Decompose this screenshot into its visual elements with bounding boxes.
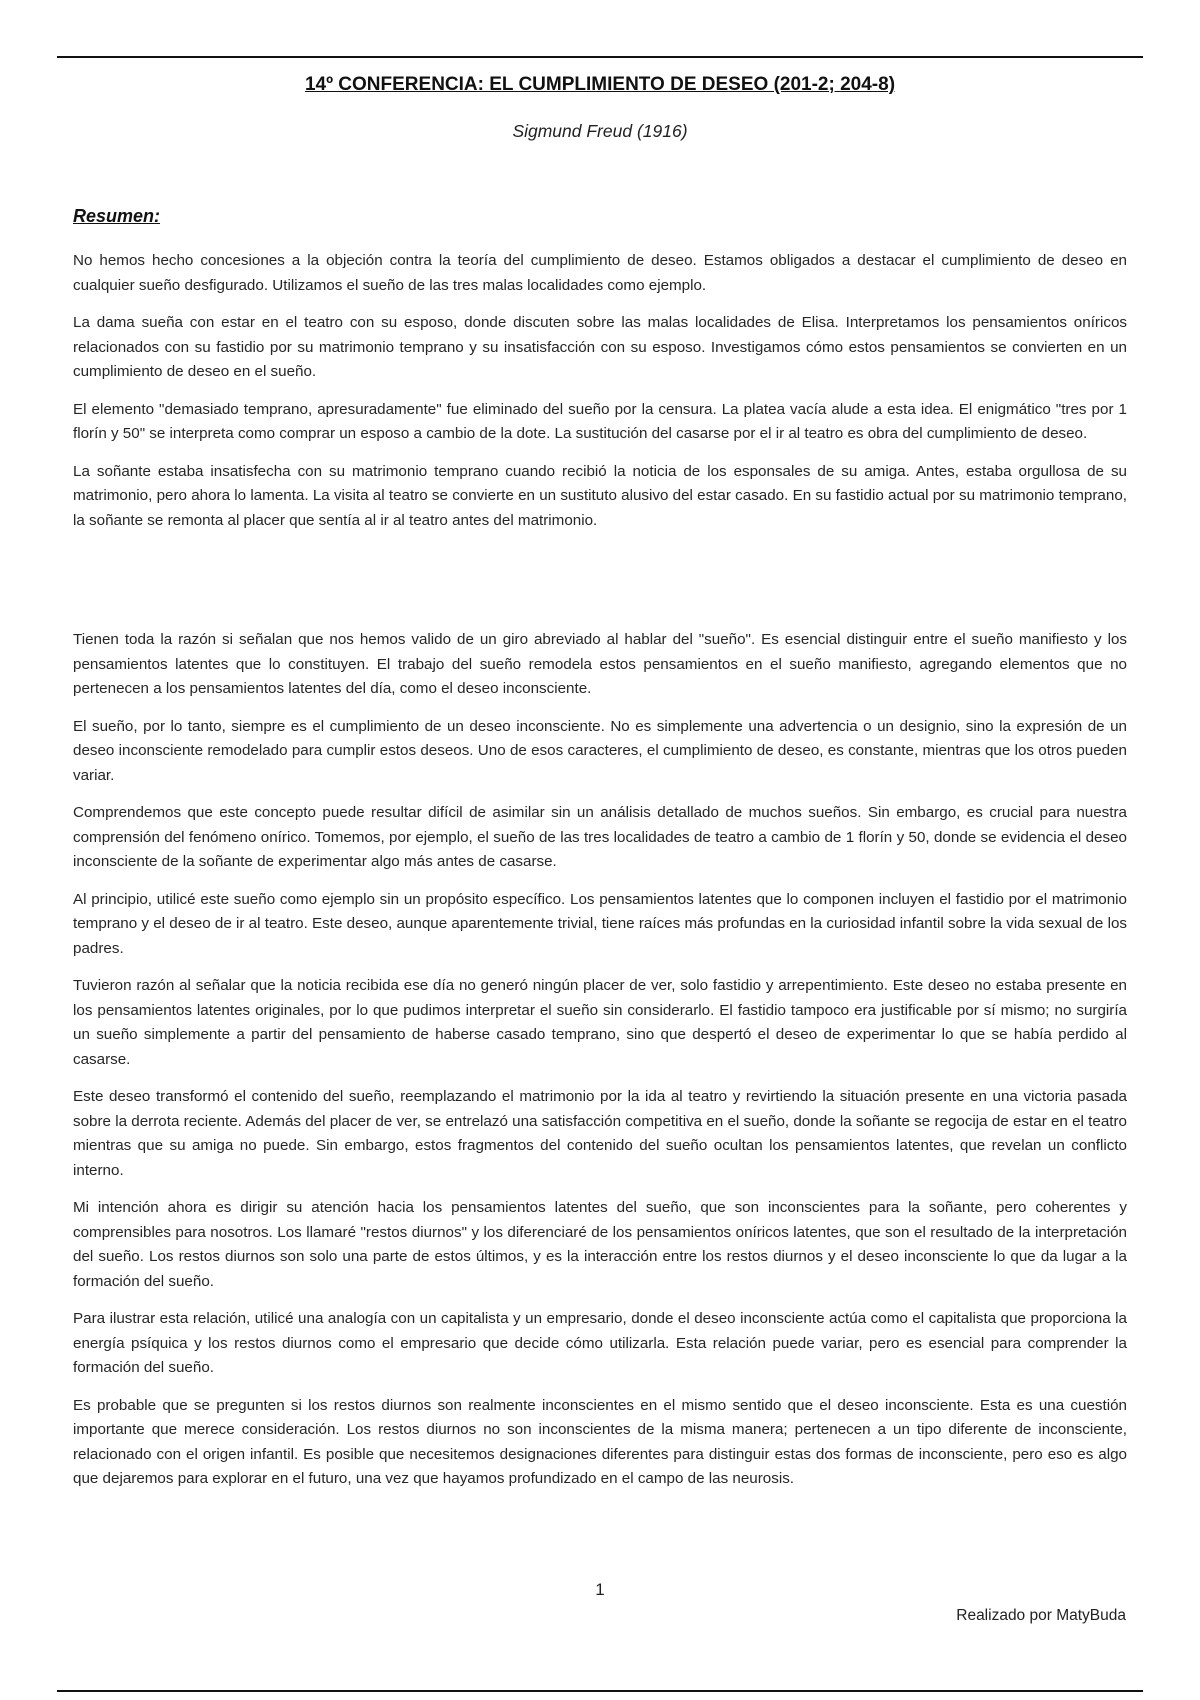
document-title: 14º CONFERENCIA: EL CUMPLIMIENTO DE DESEO (201-2; 204-8) [304, 74, 896, 95]
paragraph: No hemos hecho concesiones a la objeción contra la teoría del cumplimiento de deseo. Estamos obligados a destacar el cumplimiento de deseo en cualquier sueño desfigurado. Utilizamos el sueño de las tres malas localidades como ejemplo. [73, 252, 1127, 294]
bottom-rule [57, 1690, 1143, 1692]
paragraph: La soñante estaba insatisfecha con su matrimonio temprano cuando recibió la noticia de los esponsales de su amiga. Antes, estaba orgullosa de su matrimonio, pero ahora lo lamenta. La visita al teatro se convierte en un sustituto alusivo del estar casado. En su fastidio actual por su matrimonio temprano, la soñante se remonta al placer que sentía al ir al teatro antes del matrimonio. [73, 462, 1127, 529]
paragraph: Mi intención ahora es dirigir su atención hacia los pensamientos latentes del sueño, que son inconscientes para la soñante, pero coherentes y comprensibles para nosotros. Los llamaré "restos diurnos" y los diferenciaré de los pensamientos oníricos latentes, que son el resultado de la interpretación del sueño. Los restos diurnos son solo una parte de estos últimos, y es la interacción entre los restos diurnos y el deseo inconsciente lo que da lugar a la formación del sueño. [73, 1199, 1127, 1290]
top-rule [57, 56, 1143, 58]
paragraph: Tienen toda la razón si señalan que nos hemos valido de un giro abreviado al hablar del "sueño". Es esencial distinguir entre el sueño manifiesto y los pensamientos latentes que lo constituyen. El trabajo del sueño remodela estos pensamientos en el sueño manifiesto, agregando elementos que no pertenecen a los pensamientos latentes del día, como el deseo inconsciente. [73, 631, 1127, 697]
paragraph: Es probable que se pregunten si los restos diurnos son realmente inconscientes en el mismo sentido que el deseo inconsciente. Esta es una cuestión importante que merece consideración. Los restos diurnos no son inconscientes de la misma manera; pertenecen a un tipo diferente de inconsciente, relacionado con el origen infantil. Es posible que necesitemos designaciones diferentes para distinguir estas dos formas de inconsciente, pero eso es algo que dejaremos para explorar en el futuro, una vez que hayamos profundizado en el campo de las neurosis. [73, 1396, 1127, 1487]
paragraph: Para ilustrar esta relación, utilicé una analogía con un capitalista y un empresario, donde el deseo inconsciente actúa como el capitalista que proporciona la energía psíquica y los restos diurnos como el empresario que decide cómo utilizarla. Esta relación puede variar, pero es esencial para comprender la formación del sueño. [73, 1310, 1127, 1376]
page-number: 1 [595, 1580, 605, 1599]
paragraph: Comprendemos que este concepto puede resultar difícil de asimilar sin un análisis detallado de muchos sueños. Sin embargo, es crucial para nuestra comprensión del fenómeno onírico. Tomemos, por ejemplo, el sueño de las tres localidades de teatro a cambio de 1 florín y 50, donde se evidencia el deseo inconsciente de la soñante de experimentar algo más antes de casarse. [73, 804, 1127, 870]
paragraph: Al principio, utilicé este sueño como ejemplo sin un propósito específico. Los pensamientos latentes que lo componen incluyen el fastidio por el matrimonio temprano y el deseo de ir al teatro. Este deseo, aunque aparentemente trivial, tiene raíces más profundas en la curiosidad infantil sobre la vida sexual de los padres. [73, 890, 1127, 957]
paragraph: El sueño, por lo tanto, siempre es el cumplimiento de un deseo inconsciente. No es simplemente una advertencia o un designio, sino la expresión de un deseo inconsciente remodelado para cumplir estos deseos. Uno de esos caracteres, el cumplimiento de deseo, es constante, mientras que los otros pueden variar. [73, 717, 1127, 784]
paragraph: Este deseo transformó el contenido del sueño, reemplazando el matrimonio por la ida al teatro y revirtiendo la situación presente en una victoria pasada sobre la derrota reciente. Además del placer de ver, se entrelazó una satisfacción competitiva en el sueño, donde la soñante se regocija de estar en el teatro mientras que su amiga no puede. Sin embargo, estos fragmentos del contenido del sueño ocultan los pensamientos latentes, que revelan un conflicto interno. [73, 1088, 1127, 1179]
paragraph: Tuvieron razón al señalar que la noticia recibida ese día no generó ningún placer de ver, solo fastidio y arrepentimiento. Este deseo no estaba presente en los pensamientos latentes originales, por lo que pudimos interpretar el sueño sin considerarlo. El fastidio tampoco era justificable por sí mismo; no surgiría un sueño simplemente a partir del pensamiento de haberse casado temprano, sino que despertó el deseo de experimentar lo que se había perdido al casarse. [73, 977, 1127, 1068]
summary-block [73, 249, 1127, 546]
paragraph: La dama sueña con estar en el teatro con su esposo, donde discuten sobre las malas localidades de Elisa. Interpretamos los pensamientos oníricos relacionados con su fastidio por su matrimonio temprano y su insatisfacción con su esposo. Investigamos cómo estos pensamientos se convierten en un cumplimiento de deseo en el sueño. [73, 314, 1127, 380]
body-block [73, 628, 1127, 1505]
summary-heading: Resumen: [73, 206, 161, 226]
author-credit: Realizado por MatyBuda [956, 1607, 1126, 1624]
paragraph: El elemento "demasiado temprano, apresuradamente" fue eliminado del sueño por la censura. La platea vacía alude a esta idea. El enigmático "tres por 1 florín y 50" se interpreta como comprar un esposo a cambio de la dote. La sustitución del casarse por el ir al teatro es obra del cumplimiento de deseo. [73, 400, 1127, 442]
document-author: Sigmund Freud (1916) [512, 121, 688, 141]
